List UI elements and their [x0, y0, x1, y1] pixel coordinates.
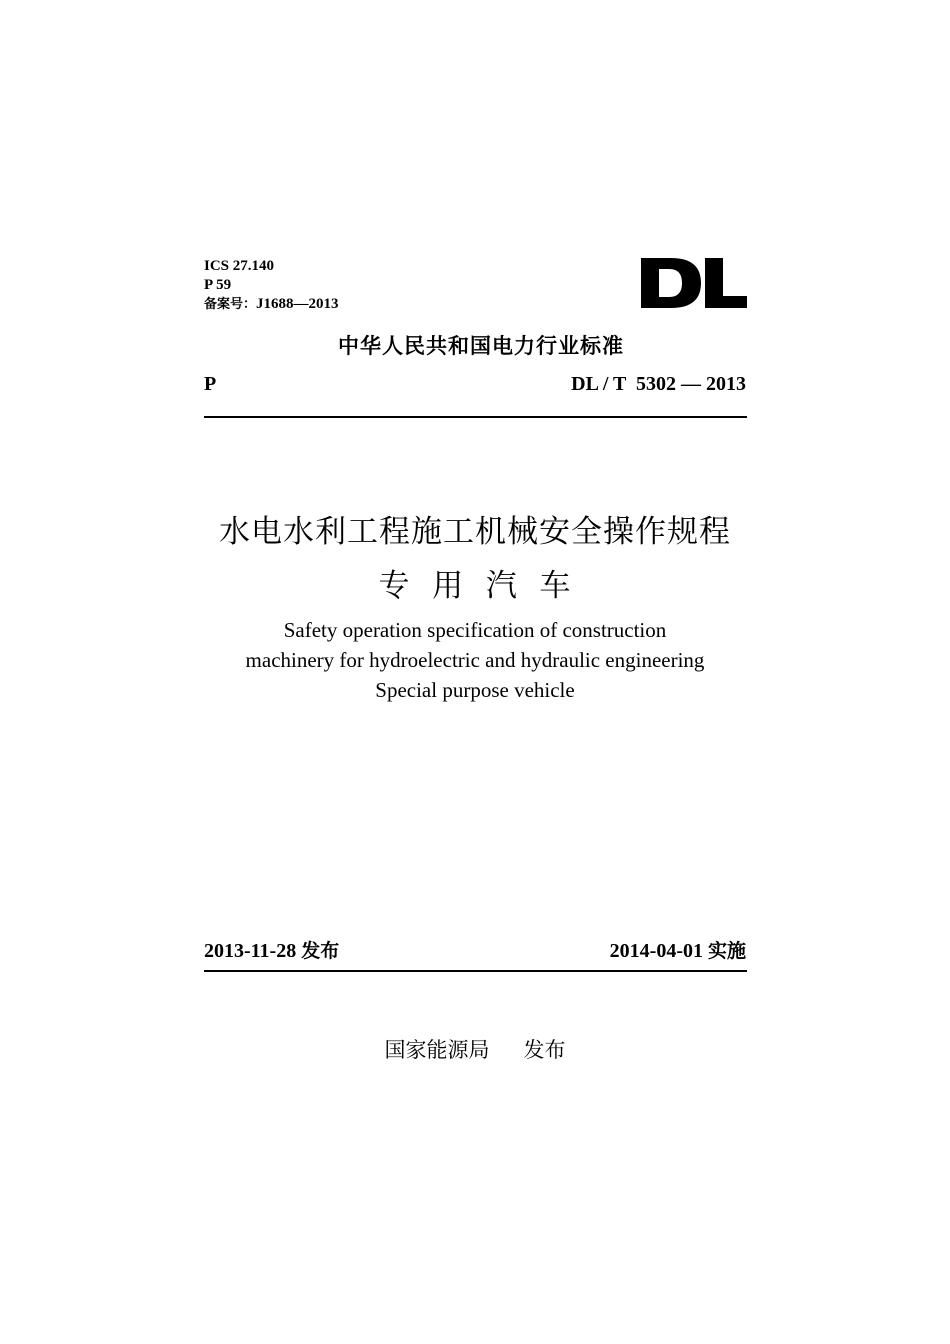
english-title-line: Safety operation specification of construction — [283, 618, 667, 642]
english-title-line: Special purpose vehicle — [375, 678, 575, 702]
issue-label: 发布 — [301, 940, 340, 962]
industry-standard-title: 中华人民共和国电力行业标准 — [338, 334, 624, 358]
implementation-label: 实施 — [707, 940, 746, 962]
standard-meta-block — [204, 257, 339, 314]
footer-divider — [204, 970, 747, 972]
record-number: J1688—2013 — [256, 296, 339, 312]
record-number-line — [204, 295, 339, 314]
standard-number: DL / T 5302 — 2013 — [571, 373, 746, 395]
issue-date-line — [204, 936, 339, 963]
ics-code: ICS 27.140 — [204, 258, 275, 274]
issuer-name: 国家能源局 — [384, 1038, 490, 1062]
dl-logo — [641, 258, 747, 308]
issuer-line — [0, 1034, 950, 1064]
chinese-subtitle: 专 用 汽 车 — [378, 568, 572, 604]
implementation-date: 2014-04-01 — [609, 940, 703, 962]
english-title — [0, 615, 950, 705]
english-title-line: machinery for hydroelectric and hydraulic engineering — [245, 648, 705, 672]
classification-letter: P — [204, 373, 217, 395]
issue-date: 2013-11-28 — [204, 940, 297, 962]
implementation-date-line — [610, 936, 746, 963]
dl-logo-d — [641, 258, 701, 308]
record-number-label: 备案号： — [204, 297, 257, 312]
chinese-title: 水电水利工程施工机械安全操作规程 — [219, 514, 731, 550]
ccs-code: P 59 — [204, 277, 232, 293]
header-divider — [204, 416, 747, 418]
issuer-label: 发布 — [523, 1038, 566, 1062]
dl-logo-l — [705, 258, 747, 308]
